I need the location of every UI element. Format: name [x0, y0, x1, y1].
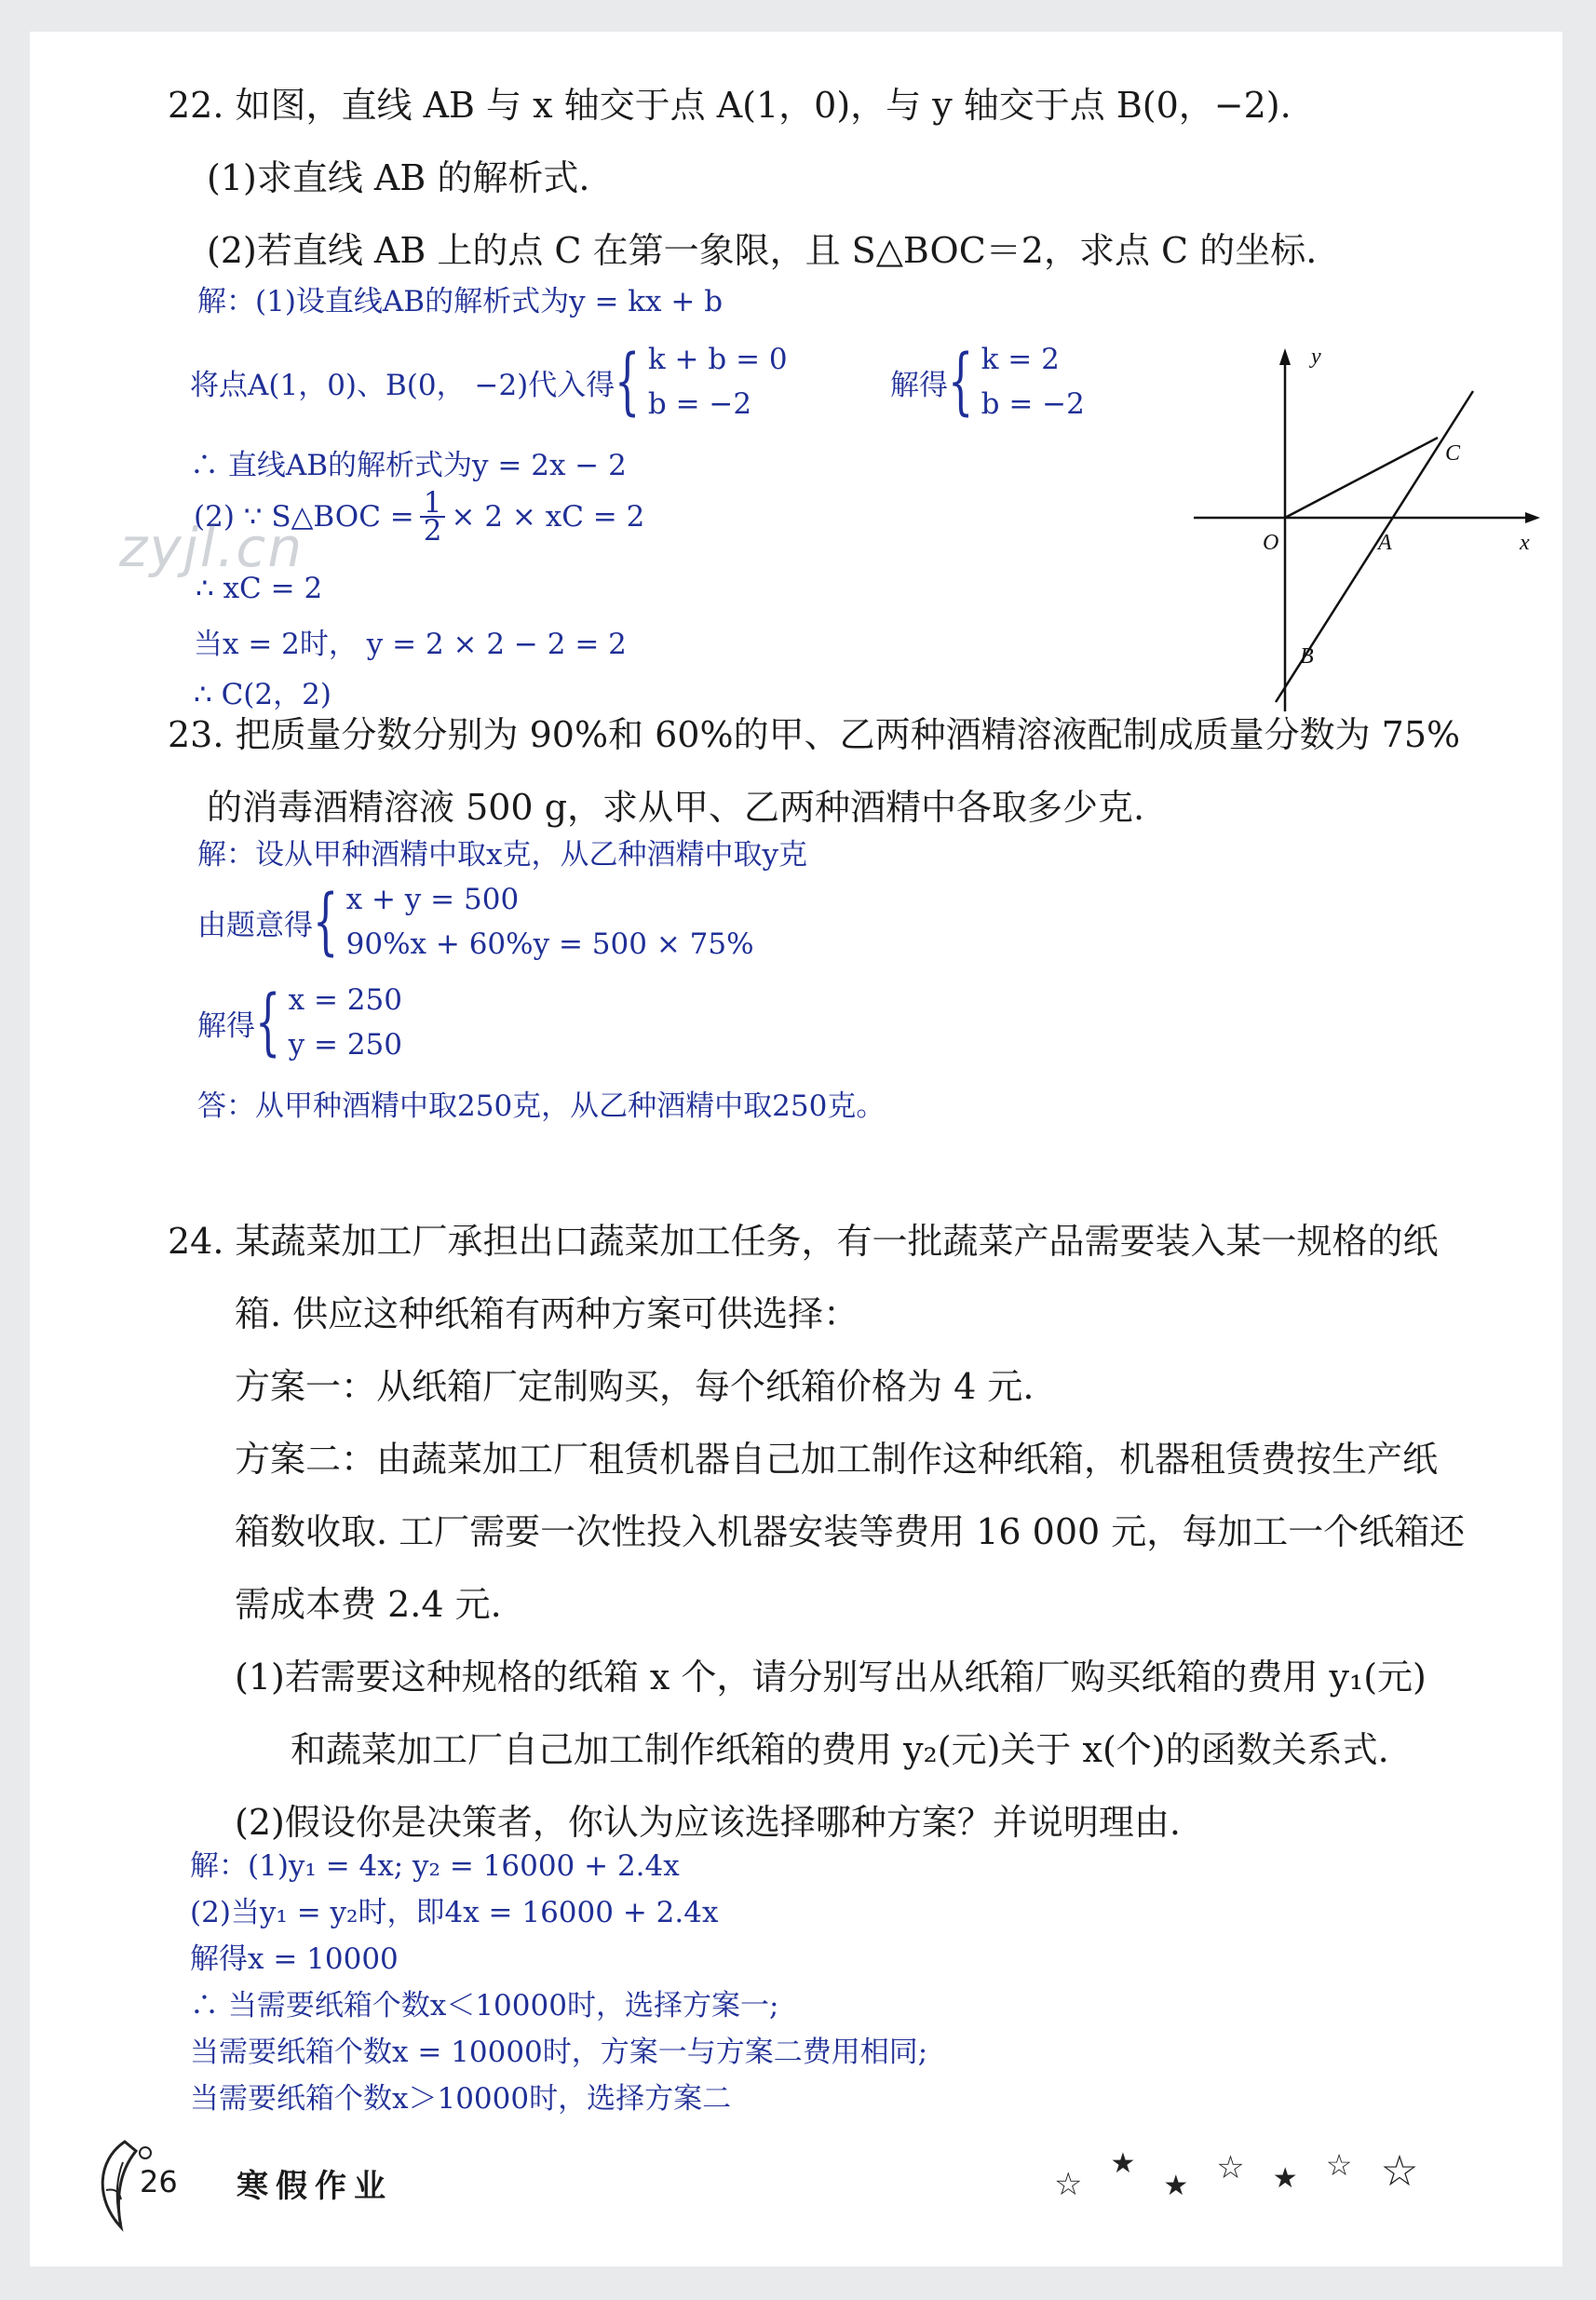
segment-oc	[1285, 438, 1438, 518]
q22-coordinate-graph	[1194, 330, 1548, 721]
solve-label: 解得	[890, 368, 948, 402]
star-outline-icon: ☆	[1216, 2149, 1245, 2186]
q22-part2: (2)若直线 AB 上的点 C 在第一象限，且 S△BOC＝2，求点 C 的坐标.	[207, 230, 1318, 271]
q22-answer-solution	[890, 337, 1085, 426]
fraction	[420, 486, 446, 548]
equation: 90%x + 60%y = 500 × 75%	[345, 927, 754, 961]
q22-answer-line2	[190, 337, 788, 426]
footer-title: 寒假作业	[237, 2168, 393, 2205]
q24-answer-line6: 当需要纸箱个数x＞10000时，选择方案二	[190, 2082, 732, 2116]
q24-answer-line3: 解得x = 10000	[190, 1942, 399, 1976]
area-suffix: × 2 × xC = 2	[451, 500, 645, 534]
q22-stem: 22. 如图，直线 AB 与 x 轴交于点 A(1，0)，与 y 轴交于点 B(0，−2).	[168, 85, 1292, 126]
q22-answer-line1: 解：(1)设直线AB的解析式为y = kx + b	[197, 285, 724, 318]
equation: x = 250	[288, 983, 402, 1017]
left-brace: {	[255, 980, 281, 1064]
q23-line2: 的消毒酒精溶液 500 g，求从甲、乙两种酒精中各取多少克.	[207, 787, 1145, 828]
solve-label: 解得	[197, 1008, 255, 1043]
q22-system-2	[981, 337, 1085, 426]
q23-answer-line1: 解：设从甲种酒精中取x克，从乙种酒精中取y克	[197, 838, 807, 872]
origin-label: O	[1263, 531, 1279, 555]
q24-line8: 和蔬菜加工厂自己加工制作纸箱的费用 y₂(元)关于 x(个)的函数关系式.	[291, 1729, 1389, 1770]
equation: y = 250	[288, 1028, 403, 1062]
q24-line9: (2)假设你是决策者，你认为应该选择哪种方案？并说明理由.	[235, 1802, 1181, 1843]
q24-answer-line2: (2)当y₁ = y₂时，即4x = 16000 + 2.4x	[190, 1896, 719, 1929]
q23-system-2	[289, 978, 402, 1067]
q22-part1: (1)求直线 AB 的解析式.	[207, 157, 590, 198]
y-axis-arrow	[1279, 348, 1291, 365]
equation: x + y = 500	[345, 883, 520, 916]
point-a-label: A	[1378, 531, 1392, 555]
q22-system-1	[648, 337, 788, 426]
q24-line4: 方案二：由蔬菜加工厂租赁机器自己加工制作这种纸箱，机器租赁费按生产纸	[235, 1439, 1439, 1480]
equation: k = 2	[981, 343, 1060, 376]
q24-answer-line4: ∴ 当需要纸箱个数x＜10000时，选择方案一;	[190, 1989, 779, 2023]
star-decoration-row	[1054, 2145, 1419, 2203]
star-filled-icon: ★	[1272, 2162, 1298, 2195]
q22-answer-line7: ∴ C(2，2)	[194, 678, 331, 711]
worksheet-page	[30, 32, 1562, 2266]
y-label: y	[1311, 345, 1321, 369]
q22-answer-line5: ∴ xC = 2	[196, 572, 323, 605]
fraction-denominator: 2	[423, 514, 442, 548]
star-filled-icon: ★	[1110, 2147, 1136, 2180]
q24-answer-line5: 当需要纸箱个数x = 10000时，方案一与方案二费用相同;	[190, 2036, 928, 2069]
q23-system-1	[346, 877, 754, 967]
q24-answer-line1: 解：(1)y₁ = 4x; y₂ = 16000 + 2.4x	[190, 1849, 680, 1883]
equation: k + b = 0	[647, 343, 788, 376]
left-brace: {	[313, 879, 339, 964]
q23-answer-line2	[197, 877, 754, 967]
q23-answer-line3	[197, 978, 402, 1067]
equation: b = −2	[981, 387, 1085, 421]
equation: b = −2	[647, 387, 752, 421]
left-brace: {	[615, 339, 641, 424]
q23-line1: 23. 把质量分数分别为 90%和 60%的甲、乙两种酒精溶液配制成质量分数为 75%	[168, 714, 1461, 755]
q24-line5: 箱数收取. 工厂需要一次性投入机器安装等费用 16 000 元，每加工一个纸箱还	[235, 1511, 1466, 1552]
q24-line2: 箱. 供应这种纸箱有两种方案可供选择：	[235, 1293, 859, 1334]
q22-sub-label: 将点A(1，0)、B(0， −2)代入得	[190, 368, 615, 402]
star-outline-icon: ☆	[1380, 2145, 1419, 2196]
q24-line7: (1)若需要这种规格的纸箱 x 个，请分别写出从纸箱厂购买纸箱的费用 y₁(元)	[235, 1657, 1427, 1698]
point-c-label: C	[1445, 441, 1461, 466]
q24-line1: 24. 某蔬菜加工厂承担出口蔬菜加工任务，有一批蔬菜产品需要装入某一规格的纸	[168, 1221, 1439, 1262]
q23-answer-conclusion: 答：从甲种酒精中取250克，从乙种酒精中取250克。	[197, 1089, 886, 1123]
fraction-numerator: 1	[420, 490, 446, 518]
left-brace: {	[948, 339, 974, 424]
q24-line3: 方案一：从纸箱厂定制购买，每个纸箱价格为 4 元.	[235, 1366, 1035, 1407]
q24-line6: 需成本费 2.4 元.	[235, 1584, 502, 1625]
area-prefix: (2) ∵ S△BOC =	[194, 500, 414, 534]
x-label: x	[1520, 531, 1530, 555]
given-label: 由题意得	[197, 908, 313, 942]
star-filled-icon: ★	[1163, 2170, 1189, 2202]
watermark-text: zyjl.cn	[119, 516, 304, 579]
star-outline-icon: ☆	[1325, 2147, 1353, 2183]
q22-answer-line3: ∴ 直线AB的解析式为y = 2x − 2	[190, 449, 627, 482]
star-outline-icon: ☆	[1054, 2166, 1083, 2203]
q22-answer-line6: 当x = 2时， y = 2 × 2 − 2 = 2	[194, 628, 627, 661]
point-b-label: B	[1300, 644, 1314, 669]
x-axis-arrow	[1525, 512, 1540, 523]
page-number: 26	[140, 2164, 178, 2199]
